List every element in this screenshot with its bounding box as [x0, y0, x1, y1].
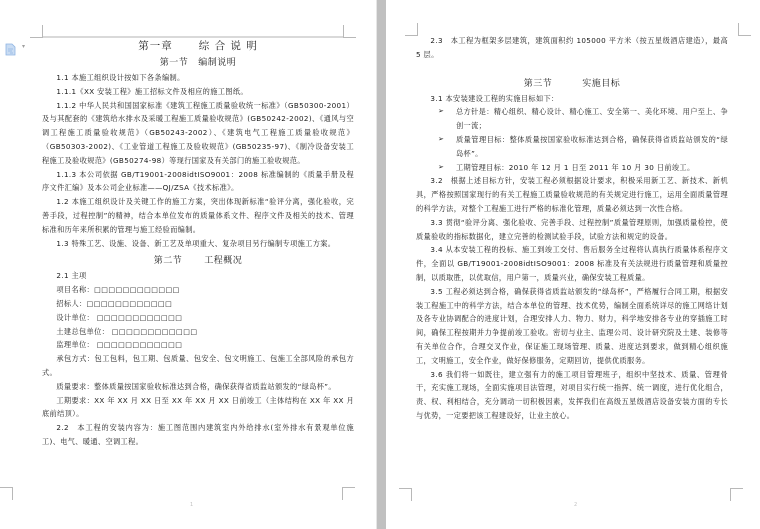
bullet-arrow-icon: ➢	[438, 107, 445, 116]
paragraph: 1.1 本施工组织设计按如下各条编制。	[56, 73, 185, 82]
paragraph: 3.4 从本安装工程的投标、施工到竣工交付、售后服务全过程将认真执行质量体系程序文件，全面以 GB/T19001-2008idtISO9001：2008 标准及有关法规进行质量管理和质量控制，以质取胜，以优取信，用户第一，质量兴业，确保安装工程质量。	[416, 245, 728, 282]
paragraph: 1.1.3 本公司依据 GB/T19001-2008idtISO9001：2008 标准编制的《质量手册及程序文件汇编》及本公司企业标准——QJ/ZSA《技术标准》。	[42, 169, 354, 193]
paragraph: 1.2 本施工组织设计及关键工作的施工方案，突出体现新标准“验评分离，强化验收，完善手段，过程控制”的精神，结合本单位发布的质量体系文件、程序文件及相关的技术、管理标准和历年来所积累的管理与施工经验而编制。	[42, 197, 354, 234]
page-number: 2	[574, 502, 578, 508]
field-design-unit: 设计单位： □□□□□□□□□□□□	[56, 312, 183, 322]
corner-mark-bottom-right	[730, 488, 743, 501]
field-general-contractor: 土建总包单位： □□□□□□□□□□□□	[56, 326, 198, 336]
chapter-title: 第一章 综 合 说 明	[138, 40, 258, 52]
section-3-lead: 3.1 本安装建设工程的实施目标如下：	[430, 93, 559, 103]
bullet-item: ➢ 工期管理目标：2010 年 12 月 1 日至 2011 年 10 月 30 日前竣工。	[416, 161, 728, 175]
paste-options-icon[interactable]	[5, 41, 16, 54]
field-tenderer: 招标人：□□□□□□□□□□□□	[56, 298, 173, 308]
paragraph: 质量要求：整体质量按国家验收标准达到合格，确保获得省质监站颁发的“绿岛杯”。	[56, 381, 336, 391]
bullet-arrow-icon: ➢	[438, 162, 445, 171]
page-separator	[377, 0, 386, 529]
page-2-body[interactable]	[416, 34, 728, 423]
paragraph: 3.3 贯彻“验评分离、强化验收、完善手段、过程控制”质量管理原则，加强质量检控，使质量验收的指标数据化，建立完善的检测试验手段，试验方法和规定的设备。	[416, 217, 728, 241]
section-3-title: 第三节 实施目标	[523, 78, 621, 89]
paragraph: 3.2 根据上述目标方针，安装工程必须根据设计要求，积极采用新工艺、新技术、新机具，严格按照国家现行的有关工程施工质量验收规范的有关规定进行施工，运用全面质量管理的科学方法，对整个工程施工进行严格的标准化管理，质量必须达到一次性合格。	[416, 176, 728, 213]
page-number: 1	[190, 502, 194, 508]
bullet-arrow-icon: ➢	[438, 134, 445, 143]
corner-mark-bottom-left	[399, 488, 412, 501]
field-supervision-unit: 监理单位： □□□□□□□□□□□□	[56, 340, 183, 350]
corner-mark-bottom-left	[0, 487, 13, 500]
section-1-title: 第一节 编制说明	[159, 58, 237, 68]
document-page-1	[0, 0, 377, 529]
corner-mark-bottom-right	[342, 487, 355, 500]
paragraph: 工期要求：XX 年 XX 月 XX 日至 XX 年 XX 月 XX 日前竣工（主体结构在 XX 年 XX 月底前结顶）。	[42, 395, 354, 419]
paragraph: 3.6 我们将一如既往，建立强有力的施工项目管理班子，组织中坚技术、质量、管理骨干，充实施工现场，全面实施项目法管理，对项目实行统一指挥、统一调度，进行优化组合，责、权、利相结合，充分调动一切积极因素，发挥我们在高级五星级酒店设备安装方面的专长与优势，一定要把该工程建设好，让业主放心。	[416, 369, 728, 420]
field-project-name: 项目名称：□□□□□□□□□□□□	[56, 285, 180, 295]
corner-mark-top-right	[738, 23, 751, 36]
document-page-2	[386, 0, 760, 529]
paragraph: 2.3 本工程为框架多层建筑，建筑面积约 105000 平方米（按五星级酒店建造），最高 5 层。	[416, 36, 728, 59]
subsection-heading: 2.1 主项	[56, 271, 87, 281]
page-1-body[interactable]	[42, 37, 354, 449]
bullet-item: ➢ 总方针是：精心组织、精心设计、精心施工、安全第一、美化环境、用户至上、争创一流；	[416, 105, 728, 133]
paragraph: 承包方式：包工包料，包工期、包质量、包安全、包文明施工、包施工全部风险的承包方式。	[42, 354, 354, 377]
paragraph: 3.5 工程必须达到合格，确保获得省质监站颁发的“绿岛杯”，严格履行合同工期，根据安装工程施工中的科学方法，结合本单位的管理、技术优势，编制全面系统详尽的施工网络计划及各专业协调配合的进度计划，合理安排人力、物力、财力，科学地安排各专业的穿插施工时间，确保工程按期并力争提前竣工验收。密切与业主、监理公司、设计研究院及土建、装修等有关单位合作，合理交叉作业，保证施工现场管理、质量、进度达到要求，做到精心组织施工，文明施工，安全作业，做好保修服务，定期回访，提供优质服务。	[416, 286, 728, 365]
paragraph: 1.3 特殊工艺、设施、设备、新工艺及单项重大、复杂项目另行编制专项施工方案。	[56, 238, 336, 248]
bullet-item: ➢ 质量管理目标：整体质量按国家验收标准达到合格，确保获得省质监站颁发的“绿岛杯”。	[416, 133, 728, 161]
paragraph: 2.2 本工程的安装内容为：施工图范围内建筑室内外给排水(室外排水有景观单位施工)、电气、暖通、空调工程。	[42, 423, 354, 446]
chevron-down-icon[interactable]: ▾	[22, 43, 26, 50]
section-2-title: 第二节 工程概况	[153, 256, 243, 267]
paragraph: 1.1.1《XX 安装工程》施工招标文件及相应的施工图纸。	[56, 86, 248, 96]
paragraph: 1.1.2 中华人民共和国国家标准《建筑工程施工质量验收统一标准》（GB50300-2001）及与其配套的《建筑给水排水及采暖工程施工质量验收规范》(GB50242-2002)、《通风与空调工程施工质量验收规范》（GB50243-2002）、《建筑电气工程施工质量验收规范》（GB50303-2002)、《工业管道工程施工及验收规范》(GB50235-97)、《制冷设备安装工程施工及验收规范》(GB50274-98）等现行国家及有关部门的施工验收规范。	[42, 100, 354, 165]
